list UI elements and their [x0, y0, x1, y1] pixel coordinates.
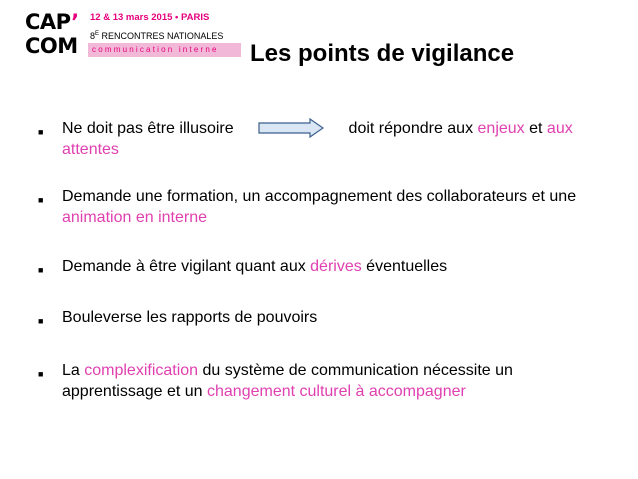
event-date: 12 & 13 mars 2015 • PARIS [90, 12, 210, 23]
bullet-item [36, 118, 616, 160]
logo-cap: CAP [25, 10, 72, 34]
highlight-enjeux: enjeux [477, 120, 525, 137]
highlight-complexification: complexification [84, 362, 199, 379]
highlight-animation: animation en interne [62, 209, 207, 226]
square-bullet-icon: ■ [38, 316, 44, 326]
logo-line-1 [25, 10, 85, 34]
bullet-item [36, 360, 616, 402]
bullet-text: Demande à être vigilant quant aux [62, 258, 311, 275]
logo-apostrophe: ’ [71, 10, 79, 34]
bullet-list [36, 118, 616, 402]
event-info [90, 12, 223, 42]
tagline-band: communication interne [88, 43, 241, 57]
bullet-text: Demande une formation, un accompagnement des collaborateurs et une [62, 188, 577, 205]
capcom-logo [25, 10, 85, 58]
bullet-text: La [62, 362, 85, 379]
event-edition [90, 28, 223, 42]
edition-number: 8 [90, 31, 96, 41]
edition-superscript: E [95, 31, 100, 37]
highlight-changement: changement culturel à accompagner [207, 383, 466, 400]
bullet-item [36, 256, 616, 277]
bullet-text: éventuelles [361, 258, 448, 275]
highlight-derives: dérives [310, 258, 362, 275]
highlight-attentes: aux attentes [62, 120, 573, 158]
bullet-text: Bouleverse les rapports de pouvoirs [62, 309, 318, 326]
square-bullet-icon: ■ [38, 369, 44, 379]
edition-label: RENCONTRES NATIONALES [99, 31, 224, 41]
right-arrow-icon [258, 118, 324, 138]
logo-com: COM [25, 34, 78, 58]
square-bullet-icon: ■ [38, 195, 44, 205]
square-bullet-icon: ■ [38, 127, 44, 137]
bullet-item [36, 307, 616, 328]
bullet-item [36, 186, 616, 228]
bullet-text: et [524, 120, 547, 137]
bullet-text: Ne doit pas être illusoire [62, 120, 234, 137]
slide-title: Les points de vigilance [250, 40, 515, 67]
bullet-text: du système de communication nécessite un apprentissage et un [62, 362, 513, 400]
bullet-text: doit répondre aux [348, 120, 478, 137]
square-bullet-icon: ■ [38, 265, 44, 275]
